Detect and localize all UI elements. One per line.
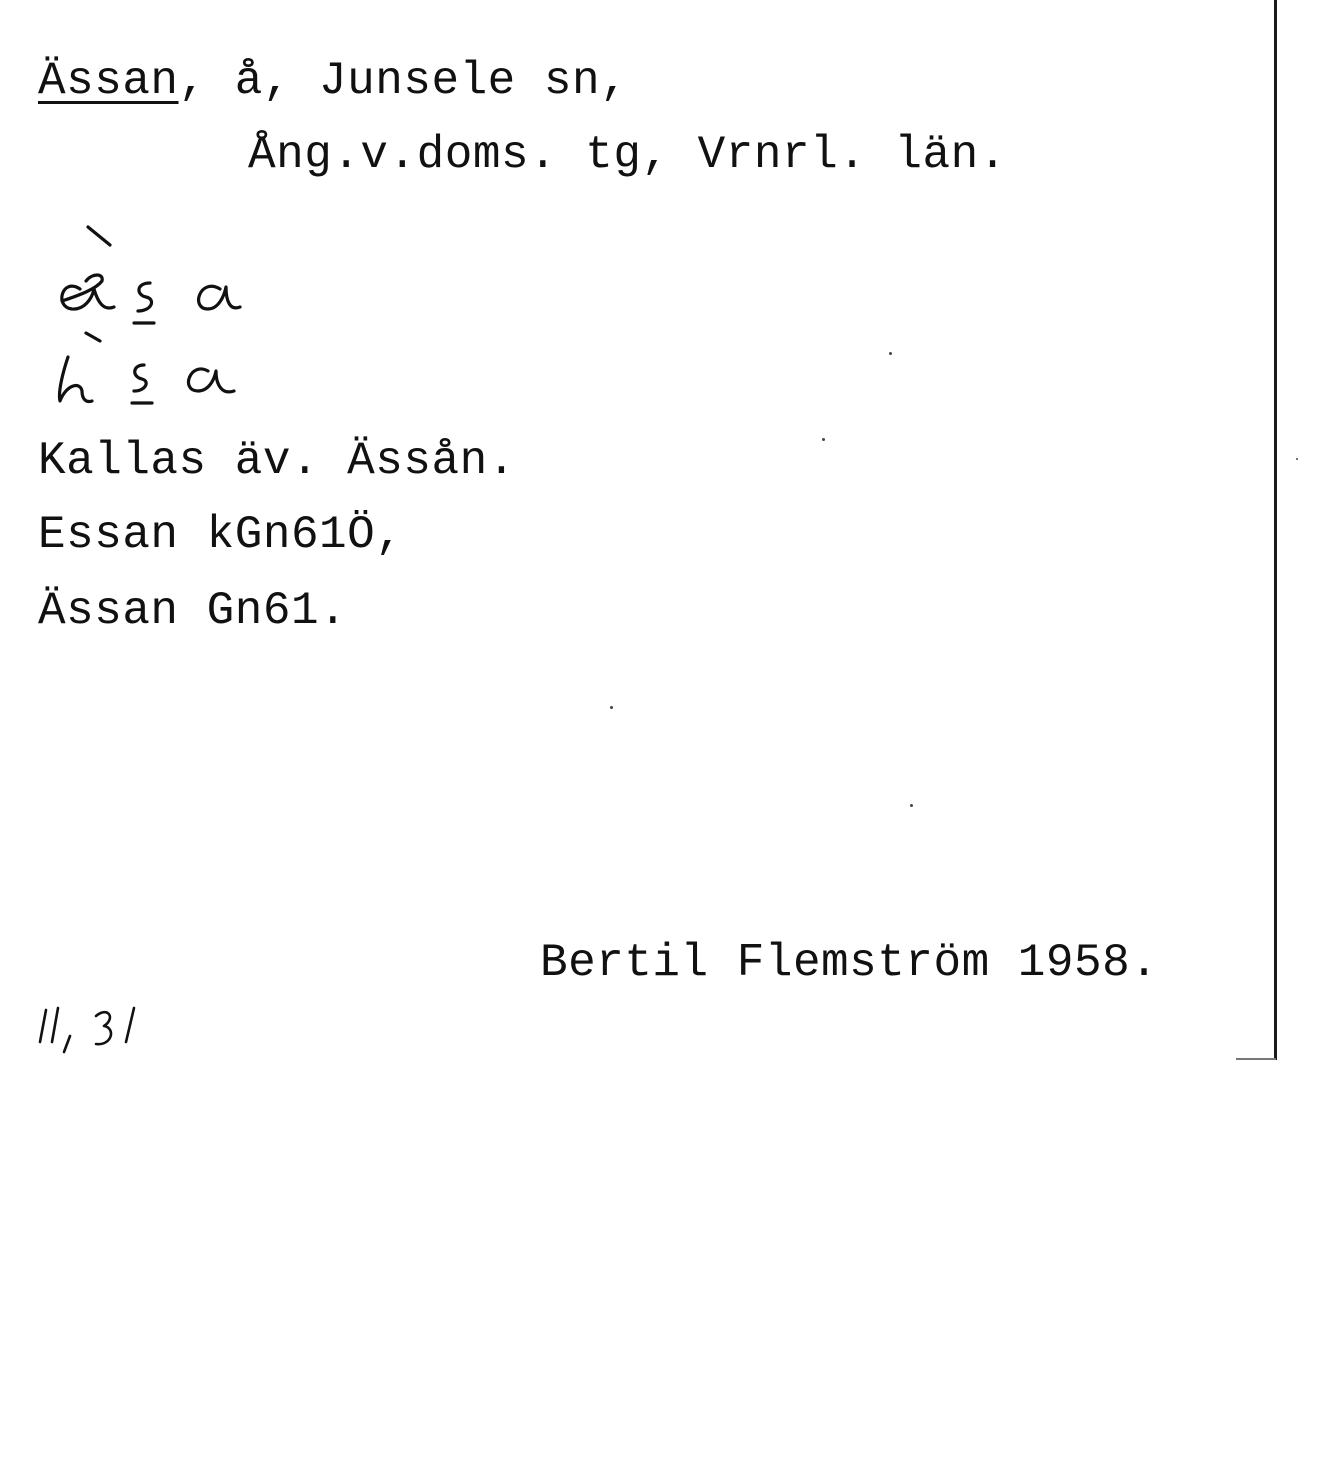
scan-speck: [889, 352, 892, 355]
scan-speck: [910, 804, 913, 807]
place-name: Ässan: [38, 55, 179, 107]
handwritten-phonetic: [40, 215, 270, 415]
scan-speck: [822, 438, 825, 441]
card-bottom-edge: [1236, 1058, 1276, 1060]
scan-speck: [610, 706, 613, 709]
handwritten-number: [30, 998, 150, 1058]
location-line: Ång.v.doms. tg, Vrnrl. län.: [248, 129, 1007, 181]
source-line-1: Essan kGn61Ö,: [38, 509, 404, 561]
source-line-2: Ässan Gn61.: [38, 585, 348, 637]
alt-name-line: Kallas äv. Ässån.: [38, 435, 516, 487]
heading-rest: , å, Junsele sn,: [178, 55, 629, 107]
card-right-border: [1274, 0, 1277, 1060]
heading-line: [38, 55, 629, 107]
signature-line: Bertil Flemström 1958.: [540, 937, 1159, 989]
scan-speck: [1296, 458, 1298, 460]
